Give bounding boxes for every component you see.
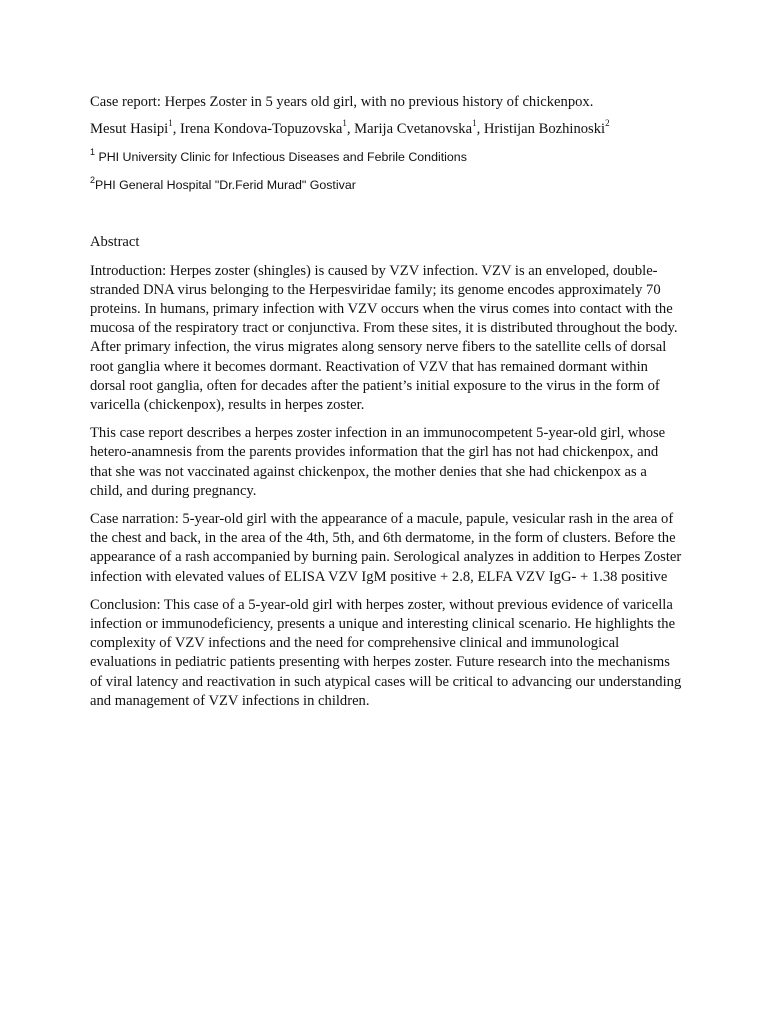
- author-affiliation-mark: 1: [342, 118, 347, 129]
- affiliation-mark: 2: [90, 175, 96, 186]
- author-affiliation-mark: 1: [472, 118, 477, 129]
- affiliation-mark: 1: [90, 147, 96, 158]
- abstract-introduction: Introduction: Herpes zoster (shingles) is caused by VZV infection. VZV is an enveloped, double-stranded DNA virus belonging to the Herpesviridae family; its genome encodes approximately 70 proteins. In humans, primary infection with VZV occurs when the virus comes into contact with the mucosa of the respiratory tract or conjunctiva. From these sites, it is distributed throughout the body. After primary infection, the virus migrates along sensory nerve fibers to the satellite cells of dorsal root ganglia where it becomes dormant. Reactivation of VZV that has remained dormant within dorsal root ganglia, often for decades after the patient’s initial exposure to the virus in the form of varicella (chickenpox), results in herpes zoster.: [90, 262, 678, 414]
- abstract-case-description: This case report describes a herpes zoster infection in an immunocompetent 5-year-old girl, whose hetero-anamnesis from the parents provides information that the girl has not had chickenpox, and that she was not vaccinated against chickenpox, the mother denies that she had chickenpox as a child, and during pregnancy.: [90, 425, 666, 499]
- paper-title: Case report: Herpes Zoster in 5 years old girl, with no previous history of chickenpox.: [90, 94, 594, 110]
- abstract-conclusion: Conclusion: This case of a 5-year-old girl with herpes zoster, without previous evidence of varicella infection or immunodeficiency, presents a unique and interesting clinical scenario. He highlights the complexity of VZV infections and the need for comprehensive clinical and immunological evaluations in pediatric patients presenting with herpes zoster. Future research into the mechanisms of viral latency and reactivation in such atypical cases will be critical to advancing our understanding and management of VZV infections in children.: [90, 596, 682, 709]
- affiliation-1: [90, 149, 682, 165]
- affiliation-2: [90, 177, 682, 193]
- affiliation-text: PHI University Clinic for Infectious Diseases and Febrile Conditions: [95, 150, 467, 165]
- abstract-heading: Abstract: [90, 234, 140, 251]
- author-list: [90, 120, 682, 139]
- author-affiliation-mark: 1: [168, 118, 173, 129]
- document-content: [90, 93, 682, 720]
- affiliation-text: PHI General Hospital "Dr.Ferid Murad" Gostivar: [95, 178, 356, 193]
- author-name: Mesut Hasipi: [90, 121, 169, 138]
- abstract-case-narration: Case narration: 5-year-old girl with the appearance of a macule, papule, vesicular rash in the area of the chest and back, in the area of the 4th, 5th, and 6th dermatome, in the form of clusters. Before the appearance of a rash accompanied by burning pain. Serological analyzes in addition to Herpes Zoster infection with elevated values of ELISA VZV IgM positive + 2.8, ELFA VZV IgG- + 1.38 positive: [90, 511, 682, 585]
- author-name: Hristijan Bozhinoski: [483, 121, 606, 138]
- author-separator: ,: [476, 121, 484, 138]
- author-name: Marija Cvetanovska: [354, 121, 473, 138]
- author-separator: ,: [346, 121, 355, 138]
- author-separator: ,: [172, 121, 181, 138]
- author-name: Irena Kondova-Topuzovska: [180, 121, 343, 138]
- author-affiliation-mark: 2: [605, 118, 610, 129]
